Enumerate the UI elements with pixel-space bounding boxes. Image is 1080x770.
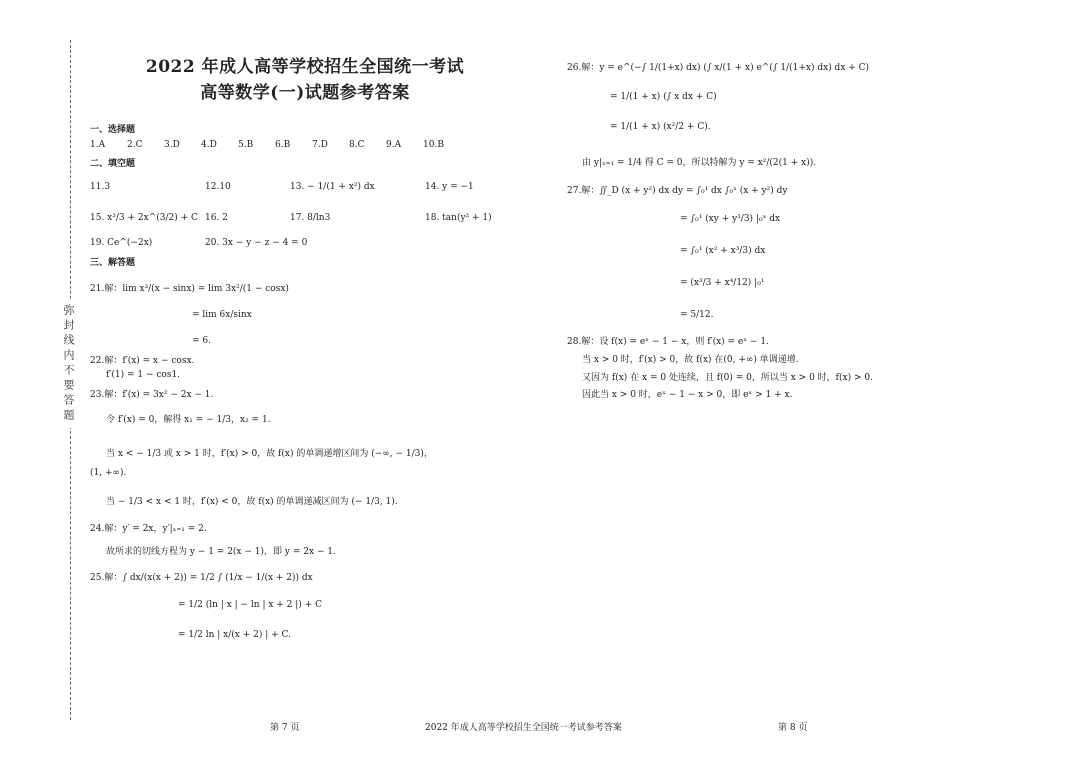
- q21-line: = 6.: [192, 336, 211, 346]
- page-number-right: 第 8 页: [778, 723, 808, 733]
- q27-line: = (x³/3 + x⁴/12) |₀¹: [680, 278, 765, 288]
- choice-answer: 7.D: [312, 140, 328, 150]
- choice-answer: 10.B: [423, 140, 444, 150]
- q25-line: = 1/2 ln | x/(x + 2) | + C.: [178, 630, 291, 640]
- choice-answers: [90, 140, 460, 150]
- q26-line: 26.解：y = e^(−∫ 1/(1+x) dx) (∫ x/(1 + x) e^(∫ 1/(1+x) dx) dx + C): [567, 63, 870, 73]
- q22-line: 22.解：f′(x) = x − cosx.: [90, 356, 195, 366]
- q26-line: = 1/(1 + x) (x²/2 + C).: [610, 122, 711, 132]
- q28-line: 当 x > 0 时，f′(x) > 0，故 f(x) 在(0, +∞) 单调递增.: [582, 355, 799, 365]
- title-line2: 高等数学(一)试题参考答案: [200, 83, 410, 103]
- fill-item: 14. y = −1: [425, 182, 474, 192]
- q25-line: 25.解：∫ dx/(x(x + 2)) = 1/2 ∫ (1/x − 1/(x + 2)) dx: [90, 573, 313, 583]
- q28-line: 又因为 f(x) 在 x = 0 处连续，且 f(0) = 0，所以当 x > 0 时，f(x) > 0.: [582, 373, 873, 383]
- q28-line: 28.解：设 f(x) = eˣ − 1 − x，则 f′(x) = eˣ − 1.: [567, 337, 769, 347]
- q27-line: 27.解：∬_D (x + y²) dx dy = ∫₀¹ dx ∫₀ˣ (x + y²) dy: [567, 186, 788, 196]
- fill-item: 20. 3x − y − z − 4 = 0: [205, 238, 308, 248]
- footer-title: 2022 年成人高等学校招生全国统一考试参考答案: [425, 723, 622, 733]
- q27-line: = ∫₀¹ (x² + x³/3) dx: [680, 246, 766, 256]
- fill-item: 15. x³/3 + 2x^(3/2) + C: [90, 213, 198, 223]
- q23-line: 令 f′(x) = 0，解得 x₁ = − 1/3，x₂ = 1.: [106, 415, 271, 425]
- choice-answer: 8.C: [349, 140, 365, 150]
- choice-answer: 2.C: [127, 140, 143, 150]
- q25-line: = 1/2 (ln | x | − ln | x + 2 |) + C: [178, 600, 322, 610]
- choice-answer: 9.A: [386, 140, 402, 150]
- choice-answer: 5.B: [238, 140, 254, 150]
- q26-line: 由 y|ₓ₌₁ = 1/4 得 C = 0，所以特解为 y = x²/(2(1 + x)).: [582, 158, 817, 168]
- page-number-left: 第 7 页: [270, 723, 300, 733]
- q23-line: 23.解：f′(x) = 3x² − 2x − 1.: [90, 390, 214, 400]
- choice-answer: 6.B: [275, 140, 291, 150]
- fill-item: 16. 2: [205, 213, 228, 223]
- fill-item: 19. Ce^(−2x): [90, 238, 153, 248]
- binding-warning: 弥封线内不要答题: [60, 300, 76, 428]
- q28-line: 因此当 x > 0 时，eˣ − 1 − x > 0，即 eˣ > 1 + x.: [582, 390, 793, 400]
- choice-answer: 3.D: [164, 140, 180, 150]
- q21-line: 21.解：lim x³/(x − sinx) = lim 3x²/(1 − cosx): [90, 284, 289, 294]
- fill-item: 11.3: [90, 182, 111, 192]
- q27-line: = ∫₀¹ (xy + y³/3) |₀ˣ dx: [680, 214, 781, 224]
- title-line1: 2022 年成人高等学校招生全国统一考试: [145, 57, 465, 77]
- q24-line: 故所求的切线方程为 y − 1 = 2(x − 1)，即 y = 2x − 1.: [106, 547, 336, 557]
- q26-line: = 1/(1 + x) (∫ x dx + C): [610, 92, 717, 102]
- solve-heading: 三、解答题: [90, 258, 136, 268]
- fill-item: 17. 8/ln3: [290, 213, 331, 223]
- fill-item: 18. tan(y² + 1): [425, 213, 492, 223]
- q24-line: 24.解：y′ = 2x，y′|ₓ₌₁ = 2.: [90, 524, 207, 534]
- q23-line: 当 x < − 1/3 或 x > 1 时，f′(x) > 0，故 f(x) 的单调递增区间为 (−∞, − 1/3)，: [106, 449, 433, 459]
- q22-line: f′(1) = 1 − cos1.: [106, 370, 181, 380]
- choice-heading: 一、选择题: [90, 125, 136, 135]
- q23-line: 当 − 1/3 < x < 1 时，f′(x) < 0，故 f(x) 的单调递减区间为 (− 1/3, 1).: [106, 497, 398, 507]
- q27-line: = 5/12.: [680, 310, 714, 320]
- fill-item: 12.10: [205, 182, 231, 192]
- choice-answer: 1.A: [90, 140, 106, 150]
- choice-answer: 4.D: [201, 140, 217, 150]
- q23-line: (1, +∞).: [90, 468, 127, 478]
- q21-line: = lim 6x/sinx: [192, 310, 252, 320]
- fill-heading: 二、填空题: [90, 159, 136, 169]
- fill-item: 13. − 1/(1 + x²) dx: [290, 182, 375, 192]
